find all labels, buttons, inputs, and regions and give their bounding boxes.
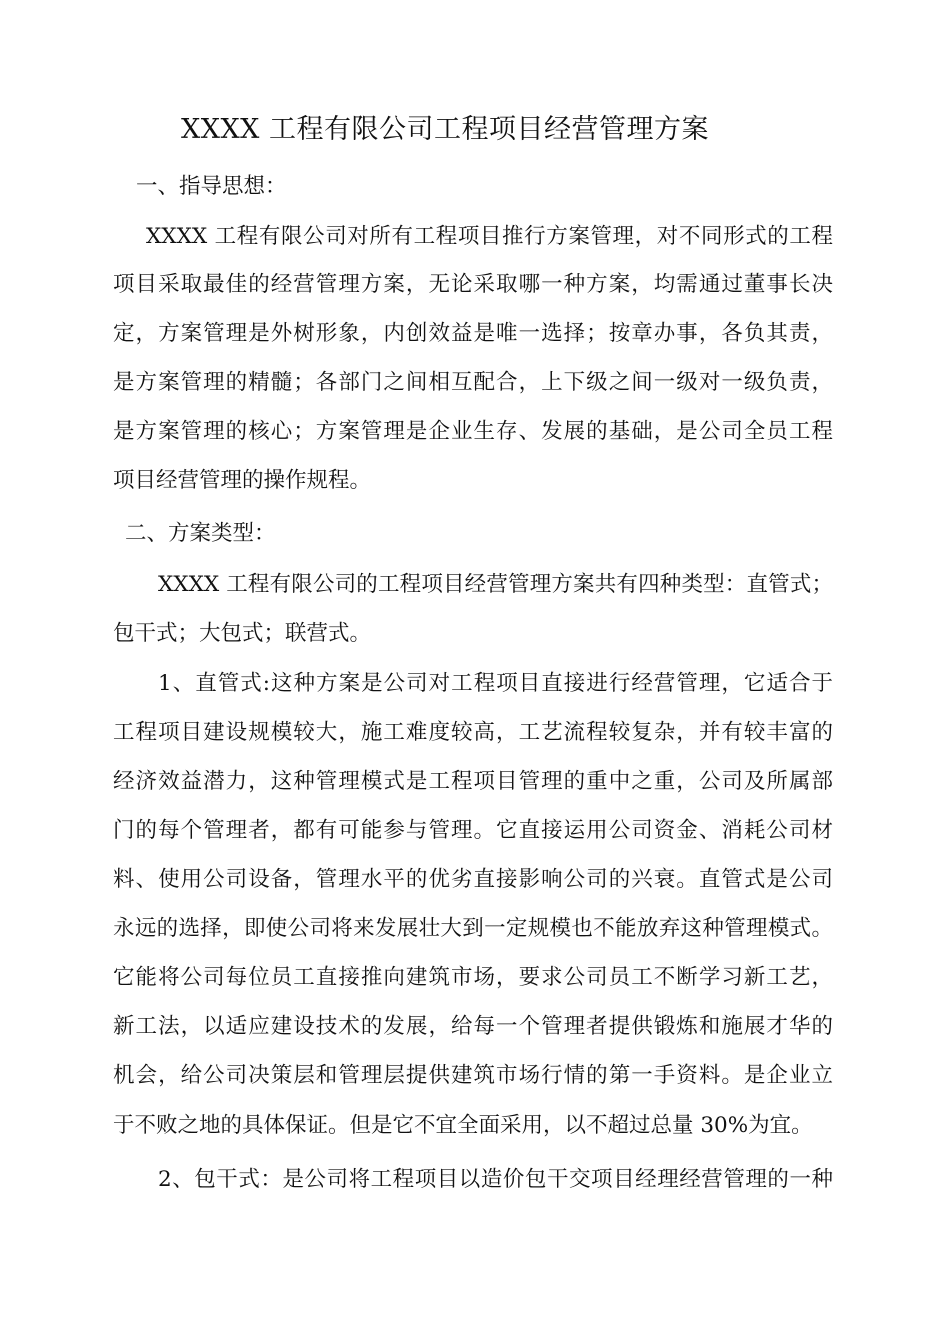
paragraph-line: 永远的选择，即使公司将来发展壮大到一定规模也不能放弃这种管理模式。 bbox=[113, 916, 833, 941]
paragraph-line: 2、包干式：是公司将工程项目以造价包干交项目经理经营管理的一种 bbox=[158, 1167, 833, 1192]
paragraph-line: 工程项目建设规模较大，施工难度较高，工艺流程较复杂，并有较丰富的 bbox=[113, 720, 833, 745]
paragraph-line: 于不败之地的具体保证。但是它不宜全面采用，以不超过总量 30%为宜。 bbox=[113, 1113, 813, 1138]
paragraph-line: 机会，给公司决策层和管理层提供建筑市场行情的第一手资料。是企业立 bbox=[113, 1063, 833, 1088]
paragraph-line: 经济效益潜力，这种管理模式是工程项目管理的重中之重，公司及所属部 bbox=[113, 769, 833, 794]
paragraph-line: 新工法，以适应建设技术的发展，给每一个管理者提供锻炼和施展才华的 bbox=[113, 1014, 833, 1039]
paragraph-line: 料、使用公司设备，管理水平的优劣直接影响公司的兴衰。直管式是公司 bbox=[113, 867, 833, 892]
paragraph-line: 门的每个管理者，都有可能参与管理。它直接运用公司资金、消耗公司材 bbox=[113, 818, 833, 843]
paragraph-line: XXXX 工程有限公司对所有工程项目推行方案管理，对不同形式的工程 bbox=[146, 224, 833, 249]
paragraph-line: 它能将公司每位员工直接推向建筑市场，要求公司员工不断学习新工艺， bbox=[113, 965, 833, 990]
paragraph-line: 包干式；大包式；联营式。 bbox=[113, 621, 372, 646]
paragraph-line: 项目经营管理的操作规程。 bbox=[113, 468, 372, 493]
paragraph-line: 定，方案管理是外树形象，内创效益是唯一选择；按章办事，各负其责， bbox=[113, 321, 833, 346]
paragraph-line: 1、直管式:这种方案是公司对工程项目直接进行经营管理，它适合于 bbox=[158, 671, 833, 696]
paragraph-line: 是方案管理的核心；方案管理是企业生存、发展的基础，是公司全员工程 bbox=[113, 419, 833, 444]
section-heading-plan-types: 二、方案类型： bbox=[125, 521, 276, 546]
document-title: XXXX 工程有限公司工程项目经营管理方案 bbox=[181, 114, 709, 145]
paragraph-line: XXXX 工程有限公司的工程项目经营管理方案共有四种类型：直管式； bbox=[158, 572, 833, 597]
paragraph-line: 是方案管理的精髓；各部门之间相互配合，上下级之间一级对一级负责， bbox=[113, 370, 833, 395]
paragraph-line: 项目采取最佳的经营管理方案，无论采取哪一种方案，均需通过董事长决 bbox=[113, 272, 833, 297]
section-heading-guiding-thought: 一、指导思想： bbox=[136, 174, 287, 199]
